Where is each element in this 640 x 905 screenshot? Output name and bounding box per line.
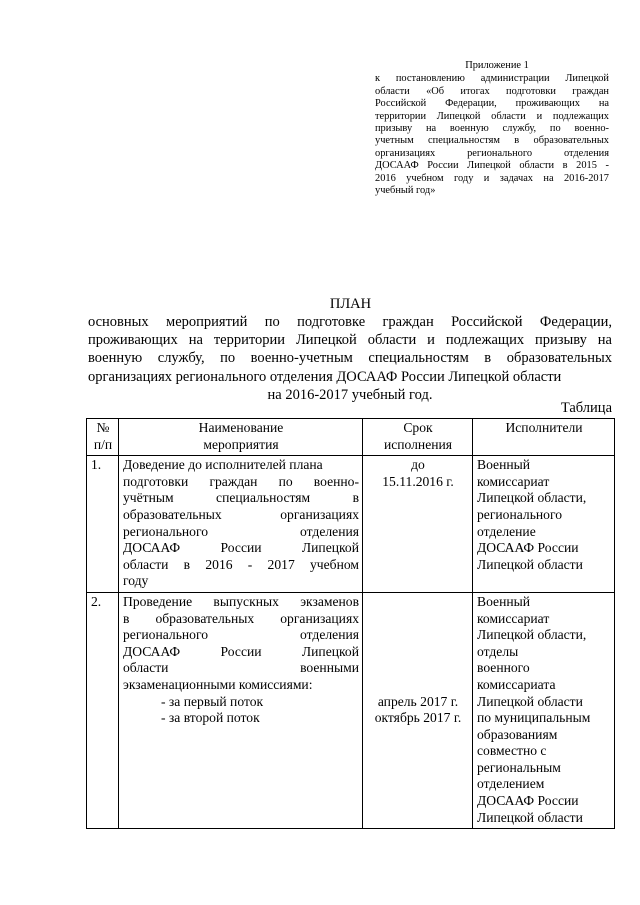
table-row [87, 592, 615, 828]
row-name: Проведение выпускных экзаменов в образовательных организациях регионального отделения ДОСААФ России Липецкой области военными экзаменационными комиссиями: - за первый поток - за второй поток [119, 592, 363, 828]
row-deadline: до 15.11.2016 г. [363, 456, 473, 593]
header-number: № п/п [87, 419, 119, 456]
plan-subtitle-line: военную службу, по военно-учетным специальностям в образовательных [88, 350, 612, 367]
appendix-title: Приложение 1 [465, 60, 529, 71]
row-number: 2. [87, 592, 119, 828]
appendix-line: к постановлению администрации Липецкой [375, 73, 609, 85]
appendix-block [375, 60, 609, 197]
appendix-line: области «Об итогах подготовки граждан [375, 85, 609, 97]
plan-table [86, 418, 615, 829]
header-executors: Исполнители [473, 419, 615, 456]
table-caption: Таблица [560, 400, 612, 416]
header-name: Наименование мероприятия [119, 419, 363, 456]
plan-subtitle-line: основных мероприятий по подготовке граждан Российской Федерации, [88, 314, 612, 330]
plan-subtitle-line: организациях регионального отделения ДОСААФ России Липецкой области [88, 368, 562, 385]
sub-item: - за первый поток [161, 693, 264, 709]
appendix-line: Российской Федерации, проживающих на [375, 98, 609, 110]
plan-subtitle [88, 313, 612, 404]
plan-subtitle-line: проживающих на территории Липецкой области и подлежащих призыву на [88, 332, 612, 349]
plan-subtitle-line: на 2016-2017 учебный год. [267, 386, 433, 403]
row-number: 1. [87, 456, 119, 593]
appendix-line: организациях регионального отделения [375, 147, 609, 159]
appendix-line: 2016 учебном году и задачах на 2016-2017 [375, 172, 609, 184]
header-deadline: Срок исполнения [363, 419, 473, 456]
appendix-line: учебный год» [375, 185, 436, 197]
row-name: Доведение до исполнителей плана подготовки граждан по военно- учётным специальностям в образовательных организациях регионального отделения ДОСААФ России Липецкой области в 2016 - 2017 учебном году [119, 456, 363, 593]
plan-title: ПЛАН [329, 296, 372, 312]
appendix-line: призыву на военную службу, по военно- [375, 123, 609, 135]
appendix-line: учетным специальностям в образовательных [375, 135, 609, 147]
table-header-row [87, 419, 615, 456]
table-row [87, 456, 615, 593]
row-deadline: апрель 2017 г. октябрь 2017 г. [363, 592, 473, 828]
appendix-line: территории Липецкой области и подлежащих [375, 110, 609, 122]
row-executors: Военный комиссариат Липецкой области, регионального отделение ДОСААФ России Липецкой области [473, 456, 615, 593]
sub-item: - за второй поток [161, 710, 260, 726]
appendix-line: ДОСААФ России Липецкой области в 2015 - [375, 160, 609, 172]
row-executors: Военный комиссариат Липецкой области, отделы военного комиссариата Липецкой области по муниципальным образованиям совместно с региональным отделением ДОСААФ России Липецкой области [473, 592, 615, 828]
